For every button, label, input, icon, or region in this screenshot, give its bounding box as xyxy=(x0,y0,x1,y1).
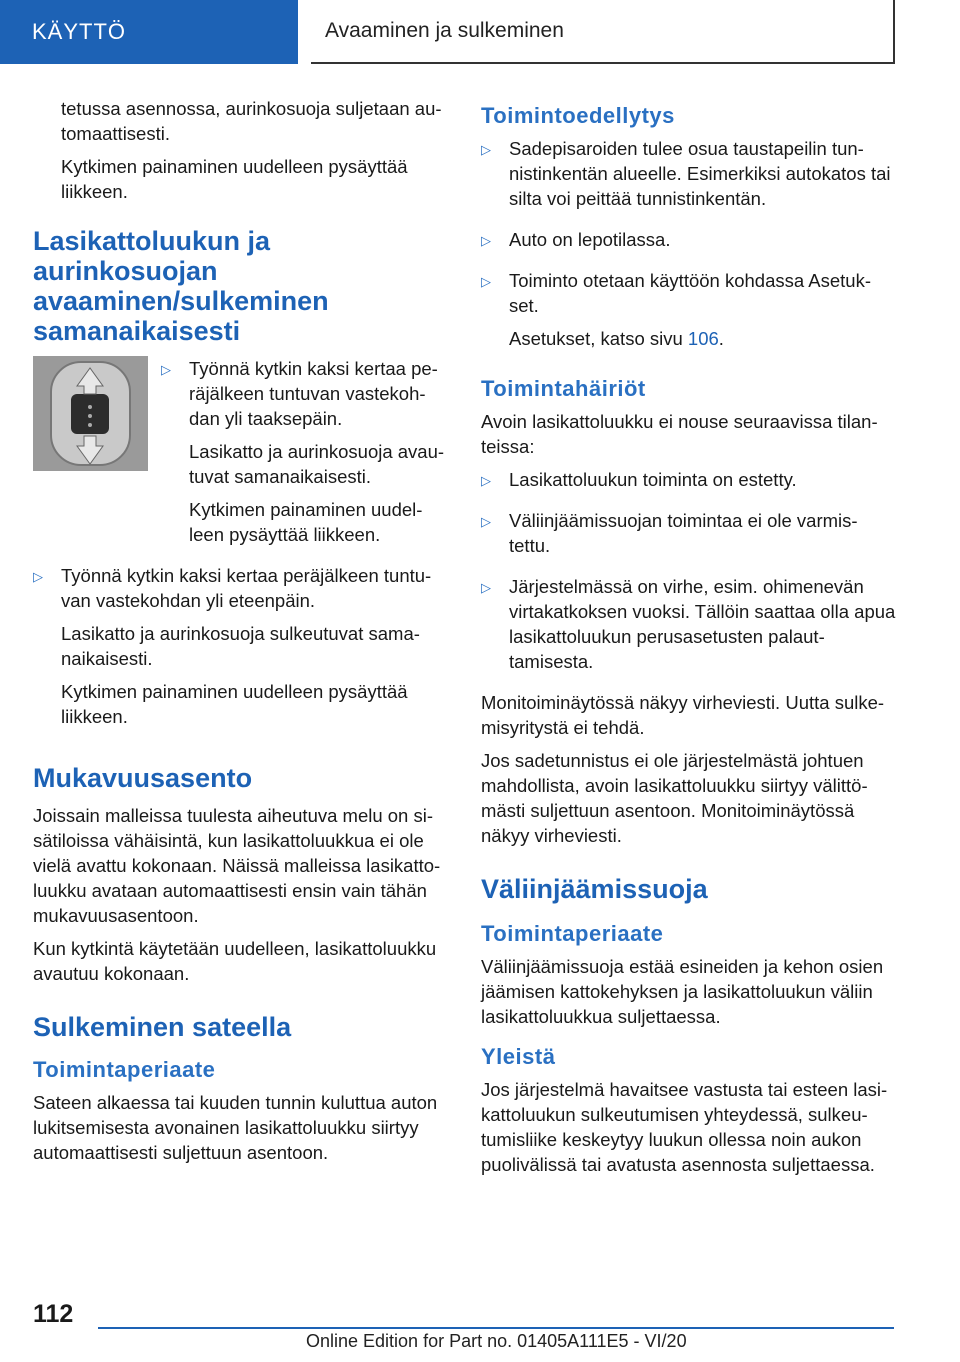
page-number: 112 xyxy=(33,1300,74,1328)
comfort-paragraph: Joissain malleissa tuulesta aiheutuva melu on si-sätiloissa vähäisintä, kun lasikattoluukkua ei ole vielä avattu kokonaan. Näissä malleissa lasikatto-luukku avataan automaattisesti ensin vain tähän mukavuusasentoon. xyxy=(33,805,441,926)
list-item-text: Lasikattoluukun toiminta on estetty. xyxy=(509,469,797,490)
list-item-text: Järjestelmässä on virhe, esim. ohimenevän virtakatkoksen vuoksi. Tällöin saattaa olla apua lasikattoluukun perusasetusten palaut-tamisesta. xyxy=(509,576,896,672)
list-item-text: Väliinjäämissuojan toimintaa ei ole varmis-tettu. xyxy=(509,510,858,556)
list-item xyxy=(481,574,896,682)
pinch-subheading: Toimintaperiaate xyxy=(481,921,664,946)
figure-row xyxy=(33,356,448,563)
fault-subheading: Toimintahäiriöt xyxy=(481,376,646,401)
footer-divider xyxy=(98,1327,894,1329)
section-title: Avaaminen ja sulkeminen xyxy=(311,0,895,64)
triangle-bullet-icon: ▷ xyxy=(481,580,491,595)
list-item-text: Sadepisaroiden tulee osua taustapeilin tun-nistinkentän alueelle. Esimerkiksi autokatos tai silta voi peittää tunnistinkentän. xyxy=(509,138,891,209)
rain-paragraph: Sateen alkaessa tai kuuden tunnin kuluttua auton lukitsemisesta avonainen lasikattoluukku siirtyy automaattisesti suljettuun asentoon. xyxy=(33,1092,438,1163)
requirements-subheading: Toimintoedellytys xyxy=(481,103,675,128)
rain-heading: Sulkeminen sateella xyxy=(33,1012,292,1042)
pinch-paragraph: Väliinjäämissuoja estää esineiden ja kehon osien jäämisen kattokehyksen ja lasikattoluukun väliin lasikattoluukkua suljettaessa. xyxy=(481,956,884,1027)
list-item-text: Työnnä kytkin kaksi kertaa peräjälkeen tuntu-van vastekohdan yli eteenpäin. xyxy=(61,565,432,611)
list-item xyxy=(481,136,896,219)
general-paragraph: Jos järjestelmä havaitsee vastusta tai esteen lasi-kattoluukun sulkeutumisen yhteydessä, sulkeu-tumisliike keskeytyy luukun ollessa noin aukon puolivälissä tai avatusta asennosta suljettaessa. xyxy=(481,1079,888,1175)
triangle-bullet-icon: ▷ xyxy=(33,569,43,584)
pinch-heading: Väliinjäämissuoja xyxy=(481,874,708,904)
list-item-text: Kytkimen painaminen uudel-leen pysäyttää liikkeen. xyxy=(189,499,423,545)
list-item xyxy=(161,356,448,555)
left-column xyxy=(33,96,448,1173)
list-item-text: Toiminto otetaan käyttöön kohdassa Asetuk-set. xyxy=(509,270,871,316)
chapter-tab: KÄYTTÖ xyxy=(0,0,298,64)
page-link[interactable]: 106 xyxy=(687,328,719,349)
comfort-paragraph: Kun kytkintä käytetään uudelleen, lasikattoluukku avautuu kokonaan. xyxy=(33,938,437,984)
list-item xyxy=(481,467,896,500)
list-item-text: Lasikatto ja aurinkosuoja sulkeutuvat sama-naikaisesti. xyxy=(61,623,420,669)
edition-footer: Online Edition for Part no. 01405A111E5 - VI/20 xyxy=(306,1331,687,1351)
settings-reference: Asetukset, katso sivu 106. xyxy=(509,328,724,349)
triangle-bullet-icon: ▷ xyxy=(481,514,491,529)
right-column xyxy=(481,96,896,1185)
fault-paragraph: Jos sadetunnistus ei ole järjestelmästä johtuen mahdollista, avoin lasikattoluukku siirtyy välittö-mästi suljettuun asentoon. Monitoiminäytössä näkyy virheviesti. xyxy=(481,750,868,846)
general-subheading: Yleistä xyxy=(481,1044,556,1069)
list-item-text: Lasikatto ja aurinkosuoja avau-tuvat samanaikaisesti. xyxy=(189,441,445,487)
triangle-bullet-icon: ▷ xyxy=(481,142,491,157)
intro-paragraph: Kytkimen painaminen uudelleen pysäyttää liikkeen. xyxy=(61,156,408,202)
triangle-bullet-icon: ▷ xyxy=(481,274,491,289)
triangle-bullet-icon: ▷ xyxy=(161,362,171,377)
fault-paragraph: Monitoiminäytössä näkyy virheviesti. Uutta sulke-misyritystä ei tehdä. xyxy=(481,692,885,738)
intro-paragraph: tetussa asennossa, aurinkosuoja suljetaan au-tomaattisesti. xyxy=(61,98,442,144)
list-item xyxy=(33,563,448,737)
roof-switch-illustration xyxy=(33,356,148,471)
list-item xyxy=(481,227,896,260)
list-item xyxy=(481,268,896,359)
triangle-bullet-icon: ▷ xyxy=(481,233,491,248)
simultaneous-heading: Lasikattoluukun ja aurinkosuojan avaaminen/sulkeminen samanaikaisesti xyxy=(33,226,329,346)
comfort-heading: Mukavuusasento xyxy=(33,763,253,793)
list-item xyxy=(481,508,896,566)
rain-subheading: Toimintaperiaate xyxy=(33,1057,216,1082)
roof-switch-icon xyxy=(33,356,148,471)
list-item-text: Työnnä kytkin kaksi kertaa pe-räjälkeen tuntuvan vastekoh-dan yli taaksepäin. xyxy=(189,358,438,429)
triangle-bullet-icon: ▷ xyxy=(481,473,491,488)
fault-paragraph: Avoin lasikattoluukku ei nouse seuraavissa tilan-teissa: xyxy=(481,411,878,457)
list-item-text: Auto on lepotilassa. xyxy=(509,229,671,250)
list-item-text: Kytkimen painaminen uudelleen pysäyttää liikkeen. xyxy=(61,681,408,727)
